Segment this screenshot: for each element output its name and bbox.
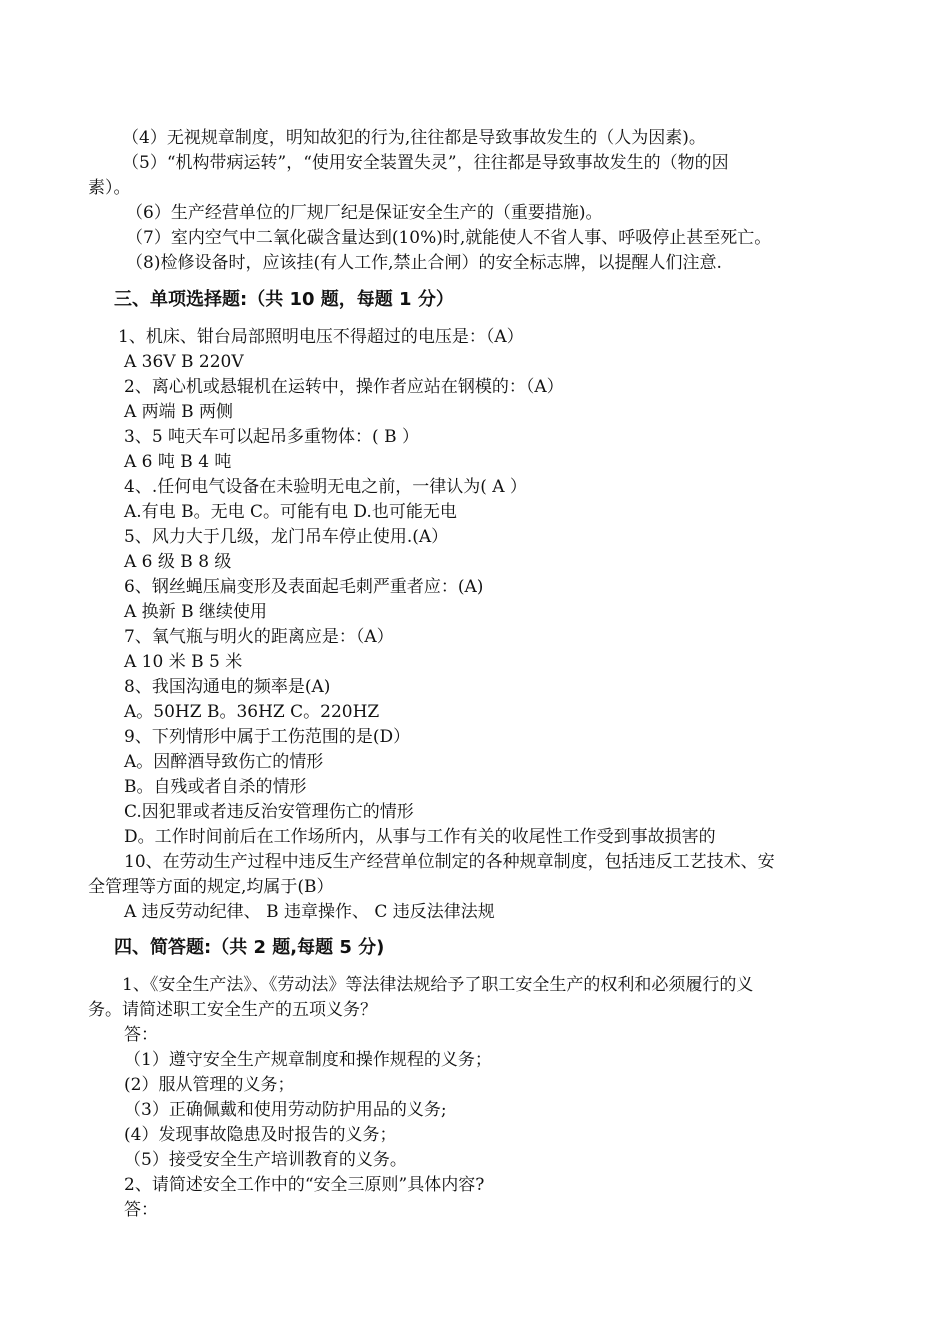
- text-line: （4）无视规章制度，明知故犯的行为,往往都是导致事故发生的（人为因素)。: [122, 128, 706, 148]
- option-line: A 10 米 B 5 米: [124, 652, 243, 672]
- question-line: 9、下列情形中属于工伤范围的是(D）: [124, 727, 411, 747]
- answer-line: （3）正确佩戴和使用劳动防护用品的义务;: [124, 1100, 447, 1120]
- question-line: 2、请简述安全工作中的“安全三原则”具体内容?: [124, 1175, 485, 1195]
- answer-label: 答：: [124, 1200, 158, 1220]
- option-line: A。因醉酒导致伤亡的情形: [124, 752, 324, 772]
- option-line: A 换新 B 继续使用: [124, 602, 267, 622]
- question-line: 8、我国沟通电的频率是(A): [124, 677, 331, 697]
- option-line: A 两端 B 两侧: [124, 402, 233, 422]
- option-line: C.因犯罪或者违反治安管理伤亡的情形: [124, 802, 414, 822]
- text-line: 素）。: [88, 178, 131, 198]
- text-line: （5）“机构带病运转”，“使用安全装置失灵”，往往都是导致事故发生的（物的因: [122, 153, 729, 173]
- option-line: A 违反劳动纪律、 B 违章操作、 C 违反法律法规: [124, 902, 495, 922]
- answer-label: 答：: [124, 1025, 158, 1045]
- question-line: 10、在劳动生产过程中违反生产经营单位制定的各种规章制度，包括违反工艺技术、安: [124, 852, 775, 872]
- section-heading: 三、单项选择题:（共 10 题，每题 1 分）: [114, 289, 454, 310]
- answer-line: （1）遵守安全生产规章制度和操作规程的义务；: [124, 1050, 492, 1070]
- question-line: 全管理等方面的规定,均属于(B）: [88, 877, 334, 897]
- answer-line: (2）服从管理的义务；: [124, 1075, 295, 1095]
- option-line: A 6 吨 B 4 吨: [124, 452, 232, 472]
- question-line: 务。请简述职工安全生产的五项义务？: [88, 1000, 377, 1020]
- question-line: 1、《安全生产法》、《劳动法》等法律法规给予了职工安全生产的权利和必须履行的义: [122, 975, 754, 995]
- question-line: 7、氧气瓶与明火的距离应是：（A）: [124, 627, 394, 647]
- text-line: （6）生产经营单位的厂规厂纪是保证安全生产的（重要措施)。: [126, 203, 603, 223]
- question-line: 1、机床、钳台局部照明电压不得超过的电压是：（A）: [118, 327, 524, 347]
- question-line: 3、5 吨天车可以起吊多重物体：( B ）: [124, 427, 419, 447]
- option-line: A 6 级 B 8 级: [124, 552, 232, 572]
- option-line: A。50HZ B。36HZ C。220HZ: [124, 702, 380, 722]
- question-line: 5、风力大于几级，龙门吊车停止使用.(A）: [124, 527, 449, 547]
- section-heading: 四、简答题:（共 2 题,每题 5 分): [114, 937, 385, 958]
- text-line: （8)检修设备时，应该挂(有人工作,禁止合闸）的安全标志牌，以提醒人们注意.: [126, 253, 722, 273]
- option-line: D。工作时间前后在工作场所内，从事与工作有关的收尾性工作受到事故损害的: [124, 827, 716, 847]
- option-line: A.有电 B。无电 C。可能有电 D.也可能无电: [124, 502, 457, 522]
- answer-line: （5）接受安全生产培训教育的义务。: [124, 1150, 407, 1170]
- answer-line: (4）发现事故隐患及时报告的义务；: [124, 1125, 397, 1145]
- question-line: 4、.任何电气设备在未验明无电之前，一律认为( A ）: [124, 477, 527, 497]
- question-line: 2、离心机或悬辊机在运转中，操作者应站在钢模的：（A）: [124, 377, 564, 397]
- option-line: B。自残或者自杀的情形: [124, 777, 307, 797]
- option-line: A 36V B 220V: [124, 352, 244, 372]
- question-line: 6、钢丝蝇压扁变形及表面起毛刺严重者应：(A): [124, 577, 484, 597]
- text-line: （7）室内空气中二氧化碳含量达到(10%)时,就能使人不省人事、呼吸停止甚至死亡。: [126, 228, 772, 248]
